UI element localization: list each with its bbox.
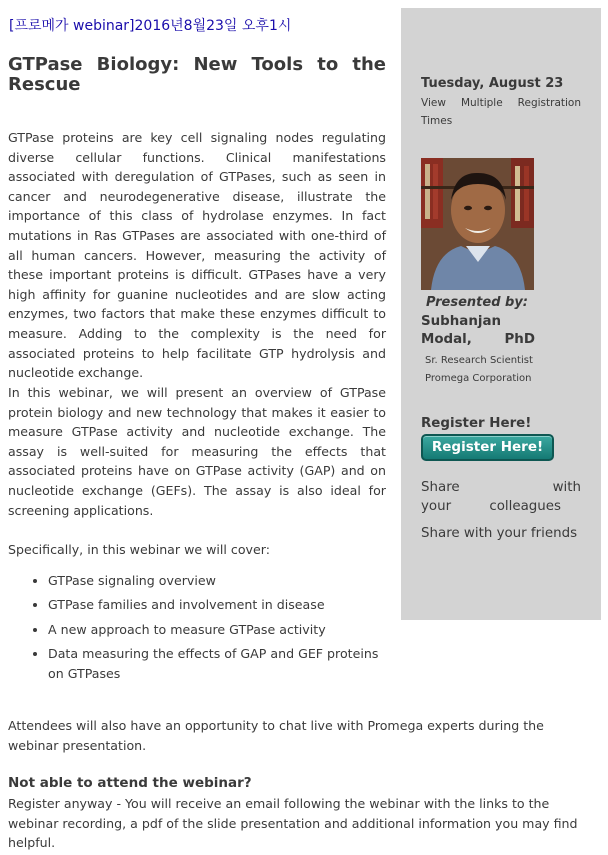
presenter-photo-image: [421, 158, 534, 290]
intro-paragraph: GTPase proteins are key cell signaling nodes regulating diverse cellular functions. Clinical manifestations associated with deregulation of GTPases, such as seen in cancer and neurodegenerative disease, illustrate the importance of this class of hydrolase enzymes. In fact mutations in Ras GTPases are associated with one-third of all human cancers. However, measuring the activity of these important proteins is difficult. GTPases have a very high affinity for guanine nucleotides and are slow acting enzymes, two factors that make these enzymes difficult to measure. Adding to the complexity is the need for associated proteins to help facilitate GTP hydrolysis and nucleotide exchange.: [8, 130, 386, 381]
presenter-org: Promega Corporation: [425, 373, 532, 384]
view-times-link[interactable]: View Multiple Registration Times: [421, 97, 581, 127]
not-able-text: Register anyway - You will receive an email following the webinar with the links to the webinar recording, a pdf of the slide presentation and additional information you may find helpful.: [8, 796, 578, 851]
presenter-name: Subhanjan Modal, PhD: [421, 314, 535, 347]
cover-intro: Specifically, in this webinar we will cover:: [8, 542, 270, 557]
presenter-title: Sr. Research Scientist: [425, 355, 533, 366]
register-heading: Register Here!: [421, 416, 532, 431]
overview-paragraph: In this webinar, we will present an overview of GTPase protein biology and new technology that makes it easier to measure GTPase activity and nucleotide exchange. The assay is well-suited for measuring the effects that associated proteins have on GTPase activity (GAP) and on nucleotide exchange (GEFs). The assay is also ideal for screening applications.: [8, 385, 386, 518]
list-item: • A new approach to measure GTPase activity: [48, 620, 386, 640]
list-item: • GTPase families and involvement in disease: [48, 595, 386, 615]
not-able-heading: Not able to attend the webinar?: [8, 775, 252, 791]
event-date: Tuesday, August 23: [421, 76, 564, 91]
presenter-photo: [421, 158, 534, 290]
share-friends-link[interactable]: Share with your friends: [421, 526, 578, 541]
list-item: • GTPase signaling overview: [48, 571, 386, 591]
cover-list: [8, 571, 386, 688]
list-item: • Data measuring the effects of GAP and GEF proteins on GTPases: [48, 644, 386, 683]
share-colleagues-link[interactable]: Share with your colleagues: [421, 480, 581, 514]
presented-by-label: Presented by:: [426, 295, 529, 310]
main-content: [8, 54, 386, 681]
attendees-text: Attendees will also have an opportunity to chat live with Promega experts during the webinar presentation.: [8, 718, 544, 753]
page-title: GTPase Biology: New Tools to the Rescue: [8, 54, 386, 95]
presenter-details: [425, 352, 533, 388]
register-button[interactable]: Register Here!: [421, 434, 554, 461]
sidebar: [401, 8, 601, 620]
webinar-header: [프로메가 webinar]2016년8월23일 오후1시: [9, 18, 292, 34]
